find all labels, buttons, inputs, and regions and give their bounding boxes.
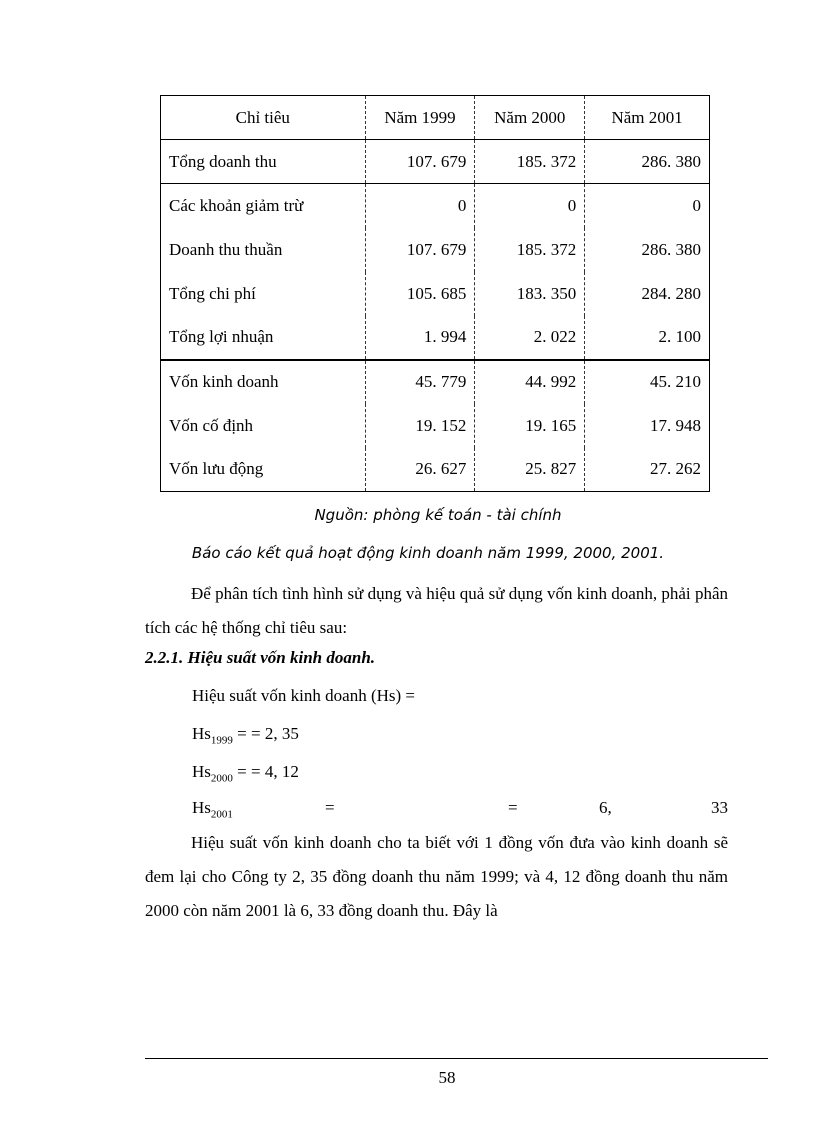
page-number: 58 xyxy=(438,1068,456,1087)
table-row xyxy=(161,184,710,228)
row-label: Tổng doanh thu xyxy=(161,140,366,184)
intro-paragraph: Để phân tích tình hình sử dụng và hiệu quả sử dụng vốn kinh doanh, phải phân tích các hệ thống chỉ tiêu sau: xyxy=(145,584,728,637)
row-label: Vốn kinh doanh xyxy=(161,360,366,404)
table-row xyxy=(161,272,710,316)
cell-2001: 284. 280 xyxy=(585,272,710,316)
equals-sign: = xyxy=(325,798,335,817)
formula-base: Hs xyxy=(192,762,211,781)
table-row xyxy=(161,140,710,184)
cell-2001: 286. 380 xyxy=(585,228,710,272)
cell-1999: 45. 779 xyxy=(365,360,475,404)
cell-1999: 1. 994 xyxy=(365,316,475,360)
cell-2001: 2. 100 xyxy=(585,316,710,360)
formula-base: Hs xyxy=(192,798,211,817)
formula-year: 1999 xyxy=(210,734,233,747)
cell-1999: 19. 152 xyxy=(365,404,475,448)
cell-2001: 17. 948 xyxy=(585,404,710,448)
footer-rule xyxy=(145,1058,768,1059)
column-header: Năm 2001 xyxy=(585,96,710,140)
cell-1999: 105. 685 xyxy=(365,272,475,316)
column-header: Năm 2000 xyxy=(475,96,585,140)
formula-rest: = = 4, 12 xyxy=(232,762,299,781)
section-heading: 2.2.1. Hiệu suất vốn kinh doanh. xyxy=(145,648,376,667)
row-label: Tổng lợi nhuận xyxy=(161,316,366,360)
formula-value-dec: 33 xyxy=(711,798,728,817)
cell-2000: 185. 372 xyxy=(475,228,585,272)
column-header: Chỉ tiêu xyxy=(161,96,366,140)
cell-2001: 27. 262 xyxy=(585,448,710,492)
cell-2001: 0 xyxy=(585,184,710,228)
table-row xyxy=(161,316,710,360)
table-row xyxy=(161,404,710,448)
table-row xyxy=(161,228,710,272)
cell-1999: 107. 679 xyxy=(365,140,475,184)
row-label: Vốn lưu động xyxy=(161,448,366,492)
formula-base: Hs xyxy=(192,724,211,743)
cell-2000: 19. 165 xyxy=(475,404,585,448)
financial-table xyxy=(160,95,710,492)
cell-2000: 2. 022 xyxy=(475,316,585,360)
table-row xyxy=(161,360,710,404)
row-label: Tổng chi phí xyxy=(161,272,366,316)
cell-2001: 45. 210 xyxy=(585,360,710,404)
cell-2000: 0 xyxy=(475,184,585,228)
formula-1999 xyxy=(192,724,299,746)
cell-2000: 25. 827 xyxy=(475,448,585,492)
formula-intro: Hiệu suất vốn kinh doanh (Hs) = xyxy=(192,686,416,705)
row-label: Các khoản giảm trừ xyxy=(161,184,366,228)
cell-1999: 107. 679 xyxy=(365,228,475,272)
cell-2000: 185. 372 xyxy=(475,140,585,184)
table-header-row xyxy=(161,96,710,140)
cell-2000: 183. 350 xyxy=(475,272,585,316)
formula-value-int: 6, xyxy=(599,798,612,817)
body-paragraph: Hiệu suất vốn kinh doanh cho ta biết với 1 đồng vốn đưa vào kinh doanh sẽ đem lại cho Công ty 2, 35 đồng doanh thu năm 1999; và 4, 12 đồng doanh thu năm 2000 còn năm 2001 là 6, 33 đồng doanh thu. Đây là xyxy=(145,833,728,920)
formula-year: 2001 xyxy=(210,808,233,821)
cell-1999: 26. 627 xyxy=(365,448,475,492)
cell-2001: 286. 380 xyxy=(585,140,710,184)
cell-1999: 0 xyxy=(365,184,475,228)
row-label: Vốn cố định xyxy=(161,404,366,448)
formula-year: 2000 xyxy=(210,772,233,785)
table-source: Nguồn: phòng kế toán - tài chính xyxy=(314,506,562,524)
formula-2000 xyxy=(192,762,299,784)
row-label: Doanh thu thuần xyxy=(161,228,366,272)
table-caption: Báo cáo kết quả hoạt động kinh doanh năm 1999, 2000, 2001. xyxy=(191,544,665,562)
equals-sign: = xyxy=(508,798,518,817)
table-row xyxy=(161,448,710,492)
column-header: Năm 1999 xyxy=(365,96,475,140)
cell-2000: 44. 992 xyxy=(475,360,585,404)
formula-2001 xyxy=(192,798,728,820)
formula-rest: = = 2, 35 xyxy=(232,724,299,743)
